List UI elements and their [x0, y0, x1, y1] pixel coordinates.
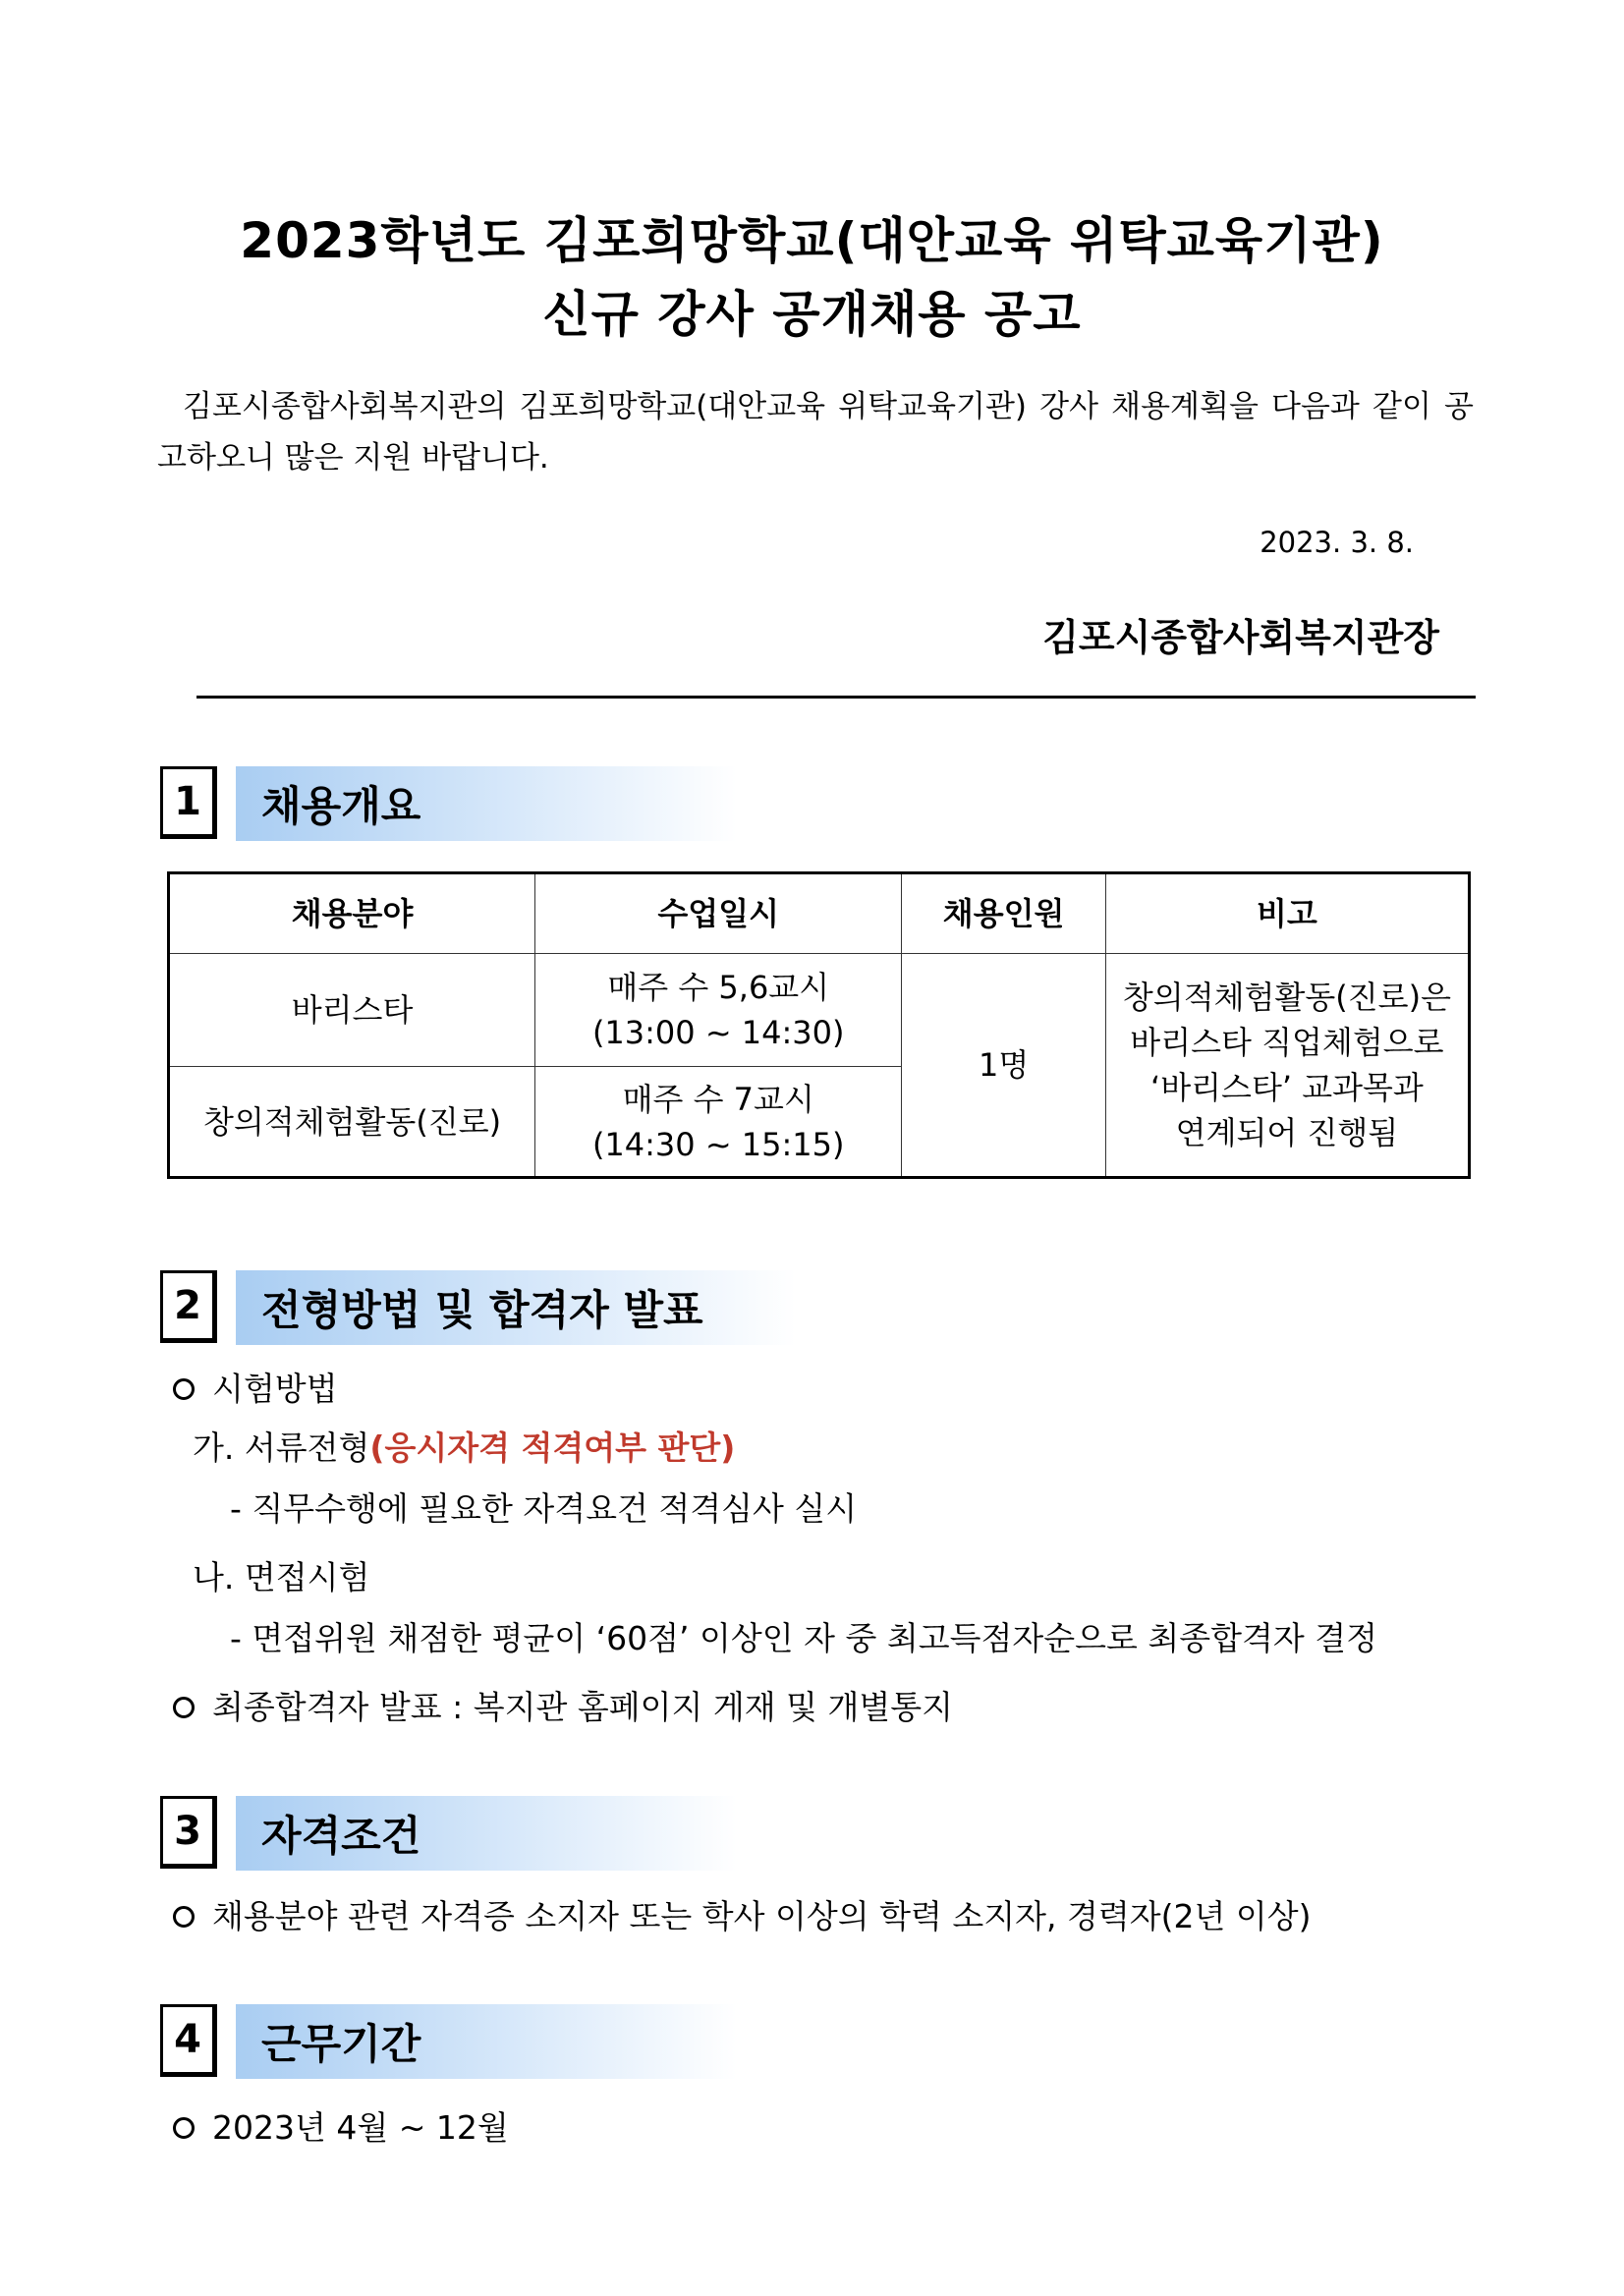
cell-time [535, 954, 902, 1067]
note-line: ‘바리스타’ 교과목과 [1150, 1069, 1424, 1106]
work-period-item [173, 2102, 509, 2149]
note-line: 연계되어 진행됨 [1175, 1114, 1399, 1151]
recruit-table [167, 871, 1471, 1179]
circle-bullet-icon [173, 2117, 195, 2139]
document-screening-label: 가. 서류전형 [193, 1428, 370, 1467]
work-period-text: 2023년 4월 ~ 12월 [212, 2108, 509, 2147]
table-row [169, 954, 1470, 1067]
exam-method-item [173, 1364, 338, 1410]
cell-time-line: (13:00 ~ 14:30) [591, 1014, 845, 1051]
section-3-number: 3 [160, 1796, 217, 1869]
note-line: 창의적체험활동(진로)은 [1122, 979, 1451, 1016]
header-field: 채용분야 [169, 873, 535, 954]
section-3-title: 자격조건 [236, 1796, 737, 1871]
intro-paragraph: 김포시종합사회복지관의 김포희망학교(대안교육 위탁교육기관) 강사 채용계획을 다음과 같이 공고하오니 많은 지원 바랍니다. [157, 389, 1474, 476]
header-note: 비고 [1105, 873, 1469, 954]
note-line: 바리스타 직업체험으로 [1130, 1024, 1444, 1061]
cell-time-line: (14:30 ~ 15:15) [591, 1125, 845, 1163]
cell-count: 1명 [902, 954, 1106, 1178]
circle-bullet-icon [173, 1378, 195, 1400]
cell-time-line: 매주 수 5,6교시 [607, 969, 830, 1006]
cell-field: 창의적체험활동(진로) [169, 1067, 535, 1178]
divider [196, 696, 1476, 699]
interview-detail: - 면접위원 채점한 평균이 ‘60점’ 이상인 자 중 최고득점자순으로 최종합격자 결정 [230, 1619, 1377, 1657]
header-time: 수업일시 [535, 873, 902, 954]
title-line-2: 신규 강사 공개채용 공고 [542, 286, 1082, 343]
table-header-row [169, 873, 1470, 954]
section-4-number: 4 [160, 2004, 217, 2077]
final-announcement-item [173, 1682, 953, 1728]
document-screening-detail: - 직무수행에 필요한 자격요건 적격심사 실시 [230, 1489, 858, 1528]
document-screening-note: (응시자격 적격여부 판단) [369, 1428, 736, 1467]
final-announcement-text: 최종합격자 발표 : 복지관 홈페이지 게재 및 개별통지 [212, 1688, 953, 1726]
qualification-item [173, 1891, 1311, 1937]
section-1-number: 1 [160, 766, 217, 839]
section-2-number: 2 [160, 1270, 217, 1343]
qualification-text: 채용분야 관련 자격증 소지자 또는 학사 이상의 학력 소지자, 경력자(2년 이상) [212, 1897, 1312, 1935]
section-1-title: 채용개요 [236, 766, 737, 841]
circle-bullet-icon [173, 1906, 195, 1928]
title-line-1: 2023학년도 김포희망학교(대안교육 위탁교육기관) [240, 212, 1384, 269]
cell-field: 바리스타 [169, 954, 535, 1067]
section-2-title: 전형방법 및 합격자 발표 [236, 1270, 796, 1345]
cell-time-line: 매주 수 7교시 [622, 1080, 814, 1118]
document-screening-item [193, 1423, 735, 1469]
section-4-title: 근무기간 [236, 2004, 737, 2079]
cell-time [535, 1067, 902, 1178]
header-count: 채용인원 [902, 873, 1106, 954]
cell-note [1105, 954, 1469, 1178]
issuer: 김포시종합사회복지관장 [1042, 616, 1439, 659]
exam-method-label: 시험방법 [212, 1370, 338, 1408]
announce-date: 2023. 3. 8. [1260, 526, 1414, 559]
circle-bullet-icon [173, 1697, 195, 1718]
interview-label: 나. 면접시험 [193, 1558, 370, 1596]
